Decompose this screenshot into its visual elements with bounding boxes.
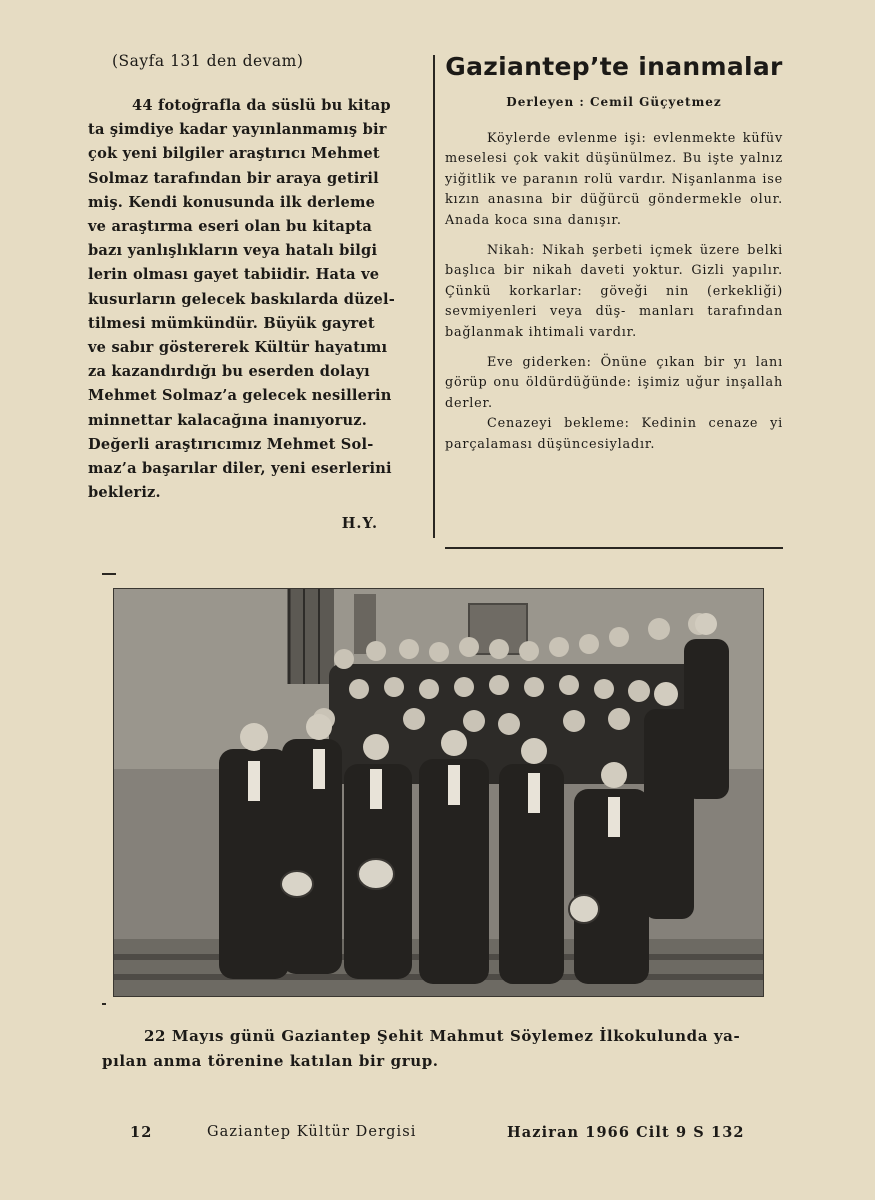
section-rule [445, 547, 783, 549]
page-number: 12 [130, 1124, 153, 1141]
compiler-credit: Derleyen : Cemil Güçyetmez [506, 95, 722, 109]
article-line: çok yeni bilgiler araştırıcı Mehmet [88, 145, 380, 163]
magazine-name: Gaziantep Kültür Dergisi [207, 1124, 417, 1140]
article-line: 44 fotoğrafla da süslü bu kitap [132, 97, 391, 114]
caption-line: 22 Mayıs günü Gaziantep Şehit Mahmut Söylemez İlkokulunda ya- [144, 1027, 741, 1045]
article-line: miş. Kendi konusunda ilk derleme [88, 193, 376, 211]
article-line: tilmesi mümkündür. Büyük gayret [88, 314, 375, 332]
continued-from-note: (Sayfa 131 den devam) [112, 52, 304, 70]
paragraph-marriage: Köylerde evlenme işi: evlenmekte küfüv meselesi çok vakit düşünülmez. Bu işte yalnız yiğitlik ve paranın rolü vardır. Nişanlanma ise kızın anasına bir düğürcü göndermekle olur. Anada koca sına danışır. [445, 131, 783, 228]
group-photo-illustration [114, 589, 763, 996]
article-line: bekleriz. [88, 484, 161, 502]
article-title: Gaziantep’te inanmalar [445, 52, 783, 81]
author-initials: H.Y. [341, 515, 378, 533]
article-body [88, 94, 424, 505]
article-line: Değerli araştırıcımız Mehmet Sol- [88, 435, 374, 453]
article-line: minnettar kalacağına inanıyoruz. [88, 411, 368, 429]
continuation-article [88, 52, 424, 532]
issue-info: Haziran 1966 Cilt 9 S 132 [507, 1124, 745, 1141]
article-line: ta şimdiye kadar yayınlanmamış bir [88, 121, 387, 139]
article-line: lerin olması gayet tabiidir. Hata ve [88, 266, 380, 284]
article-line: Solmaz tarafından bir araya getiril [88, 169, 379, 187]
article-line: Mehmet Solmaz’a gelecek nesillerin [88, 387, 392, 405]
beliefs-body [445, 129, 783, 455]
article-line: ve sabır göstererek Kültür hayatımı [88, 339, 388, 357]
article-line: za kazandırdığı bu eserden dolayı [88, 363, 370, 381]
group-photo [113, 588, 764, 997]
caption-line: pılan anma törenine katılan bir grup. [102, 1052, 439, 1070]
photo-caption [102, 1024, 774, 1074]
article-line: bazı yanlışlıkların veya hatalı bilgi [88, 242, 378, 260]
beliefs-article [445, 52, 783, 465]
article-line: kusurların gelecek baskılarda düzel- [88, 290, 395, 308]
paragraph-nikah: Nikah: Nikah şerbeti içmek üzere belki başlıca bir nikah daveti yoktur. Gizli yapılır. Çünkü korkarlar: göveği nin (erkekliği) sevmiyenleri veya düş- manları tarafından bağlanmak ihtimali vardır. [445, 243, 783, 340]
column-divider [433, 55, 435, 538]
print-mark [102, 1003, 106, 1005]
paragraph-funeral: Cenazeyi bekleme: Kedinin cenaze yi parçalaması düşüncesiyladır. [445, 416, 783, 452]
article-line: ve araştırma eseri olan bu kitapta [88, 218, 373, 236]
print-mark [102, 573, 116, 575]
paragraph-going-home: Eve giderken: Önüne çıkan bir yı lanı görüp onu öldürdüğünde: işimiz uğur inşallah derler. [445, 355, 783, 411]
article-line: maz’a başarılar diler, yeni eserlerini [88, 460, 392, 478]
